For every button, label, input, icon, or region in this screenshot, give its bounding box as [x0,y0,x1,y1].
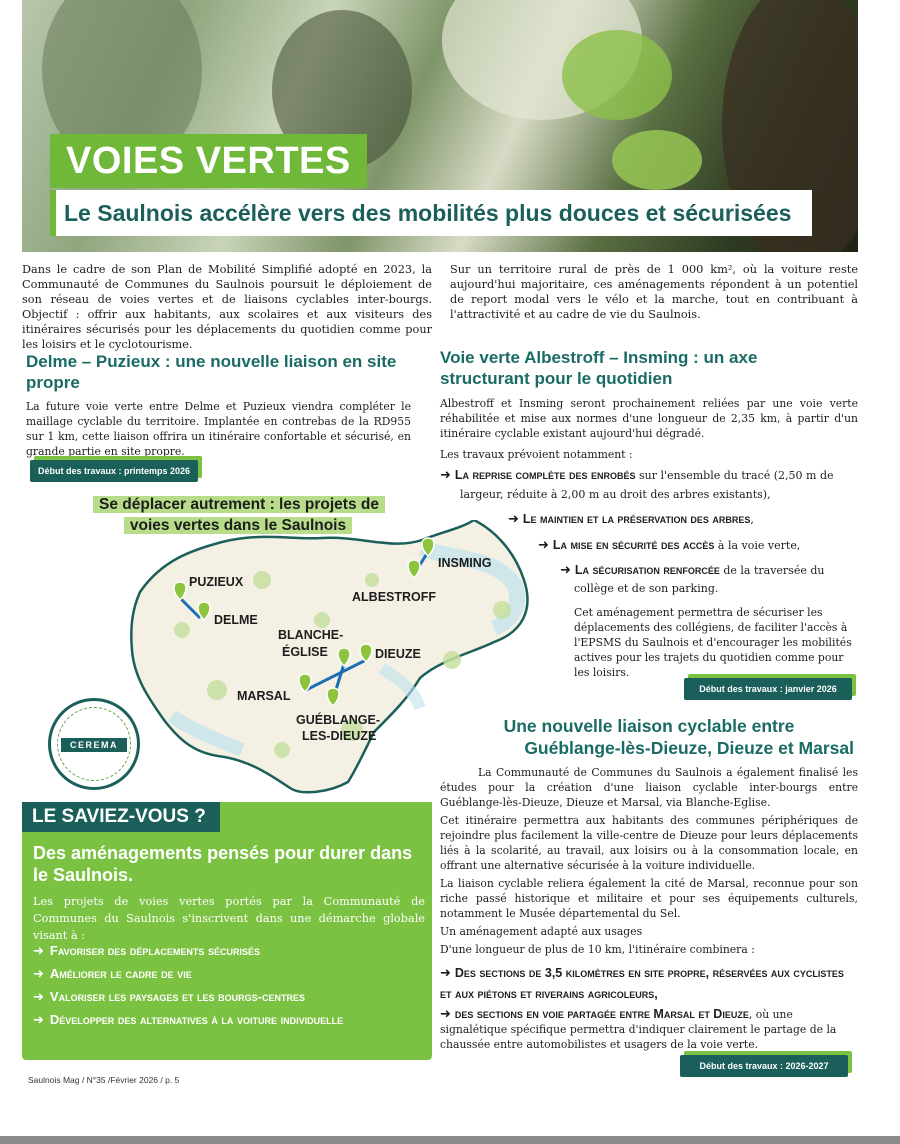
gueb-bullet-2: ➜ des sections en voie partagée entre Marsal et Dieuze, où une signalétique spécifique permettra d'indiquer clairement le partage de la chaussée entre automobilistes et usagers de la voie verte. [440,1007,837,1051]
gueb-p2: Cet itinéraire permettra aux habitants des communes périphériques de rejoindre plus facilement la ville-centre de Dieuze pour leurs déplacements liés à la scolarité, au travail, aux loisirs ou à la consommation locale, en offrant une alternative sécurisée à la voiture individuelle. [440,814,858,872]
albestroff-lead: Les travaux prévoient notamment : [440,448,633,461]
map-label-delme: DELME [214,613,258,627]
map-label-gueblange-2: LES-DIEUZE [302,729,377,743]
cerema-logo [48,698,140,790]
albestroff-text: Albestroff et Insming seront prochainement reliées par une voie verte réhabilitée et mise aux normes d'une longueur de 2,35 km, à partir d'un itinéraire cyclable existant aujourd'hui dégradé. [440,397,858,440]
intro-right: Sur un territoire rural de près de 1 000 km², où la voiture reste aujourd'hui majoritaire, ces aménagements répondent à un potentiel de report modal vers le vélo et la marche, tout en contribuant à l'attractivité et au cadre de vie du Saulnois. [450,263,858,321]
delme-heading: Delme – Puzieux : une nouvelle liaison en site propre [26,352,397,392]
map-label-blanche-2: ÉGLISE [282,645,328,659]
bottom-bar [0,1136,900,1144]
gueb-p1: La Communauté de Communes du Saulnois a également finalisé les études pour la création d'une liaison cyclable inter-bourgs entre Guéblange-lès-Dieuze, Dieuze et Marsal, via Blanche-Eglise. [440,766,858,809]
saviez-item-2: ➜ Améliorer le cadre de vie [33,966,192,982]
saviez-item-4: ➜ Développer des alternatives à la voiture individuelle [33,1012,344,1028]
albestroff-epsms: Cet aménagement permettra de sécuriser les déplacements des collégiens, de faciliter l'accès à l'EPSMS du Saulnois et d'encourager les mobilités actives pour les trajets du quotidien comme pour les loisirs. [574,606,852,679]
albestroff-bullet-4-cont: collège et de son parking. [574,582,719,595]
map-title: Se déplacer autrement : les projets de voies vertes dans le Saulnois [93,494,383,536]
albestroff-bullet-1-cont: largeur, réduite à 2,00 m au droit des arbres existants), [460,488,771,501]
gueb-p5: D'une longueur de plus de 10 km, l'itinéraire combinera : [440,943,755,956]
gueb-badge: Début des travaux : 2026-2027 [680,1055,848,1077]
map-label-albestroff: ALBESTROFF [352,590,437,604]
page-subtitle: Le Saulnois accélère vers des mobilités plus douces et sécurisées [50,190,812,236]
saviez-text: Les projets de voies vertes portés par la Communauté de Communes du Saulnois s'inscrivent dans une démarche globale visant à : [33,895,425,942]
map-label-dieuze: DIEUZE [375,647,421,661]
page-title: VOIES VERTES [50,134,367,188]
gueb-p4: Un aménagement adapté aux usages [440,925,643,938]
albestroff-bullet-2: ➜ Le maintien et la préservation des arbres, [508,512,754,527]
albestroff-bullet-1: ➜ La reprise complète des enrobés sur l'ensemble du tracé (2,50 m de [440,468,834,483]
map-label-gueblange-1: GUÉBLANGE- [296,713,381,727]
intro-left: Dans le cadre de son Plan de Mobilité Simplifié adopté en 2023, la Communauté de Communes du Saulnois poursuit le déploiement de son réseau de voies vertes et de liaisons cyclables inter-bourgs. Objectif : offrir aux habitants, aux scolaires et aux visiteurs des itinéraires sécurisés pour les déplacements du quotidien comme pour les loisirs et le cyclotourisme. [22,263,432,351]
saviez-item-3: ➜ Valoriser les paysages et les bourgs-centres [33,989,306,1005]
gueb-p3: La liaison cyclable reliera également la cité de Marsal, reconnue pour son riche passé historique et militaire et pour ses équipements culturels, notamment le Musée départemental du Sel. [440,877,858,920]
page-footer: Saulnois Mag / N°35 /Février 2026 / p. 5 [28,1075,180,1085]
saviez-subheading: Des aménagements pensés pour durer dans le Saulnois. [33,843,413,885]
map-label-marsal: MARSAL [237,689,291,703]
delme-badge: Début des travaux : printemps 2026 [30,460,198,482]
saviez-heading: LE SAVIEZ-VOUS ? [22,802,220,832]
gueb-heading-1: Une nouvelle liaison cyclable entre [503,716,795,736]
delme-text: La future voie verte entre Delme et Puzieux viendra compléter le maillage cyclable du territoire. Implantée en contrebas de la RD955 sur 1 km, cette liaison offrira un itinéraire confortable et sécurisé, en grande partie en site propre. [26,400,411,458]
albestroff-badge: Début des travaux : janvier 2026 [684,678,852,700]
albestroff-bullet-3: ➜ La mise en sécurité des accès à la voie verte, [538,538,801,553]
albestroff-heading: Voie verte Albestroff – Insming : un axe structurant pour le quotidien [440,348,758,388]
map-label-insming: INSMING [438,556,492,570]
albestroff-bullet-4: ➜ La sécurisation renforcée de la traversée du [560,563,825,578]
gueb-heading-2: Guéblange-lès-Dieuze, Dieuze et Marsal [524,738,854,758]
map-label-blanche-1: BLANCHE- [278,628,344,642]
gueb-bullet-1: ➜ Des sections de 3,5 kilomètres en site propre, réservées aux cyclistes et aux piétons et riverains agricoleurs, [440,966,844,1001]
cerema-label: CEREMA [61,738,127,752]
saviez-item-1: ➜ Favoriser des déplacements sécurisés [33,943,261,959]
map-label-puzieux: PUZIEUX [189,575,244,589]
